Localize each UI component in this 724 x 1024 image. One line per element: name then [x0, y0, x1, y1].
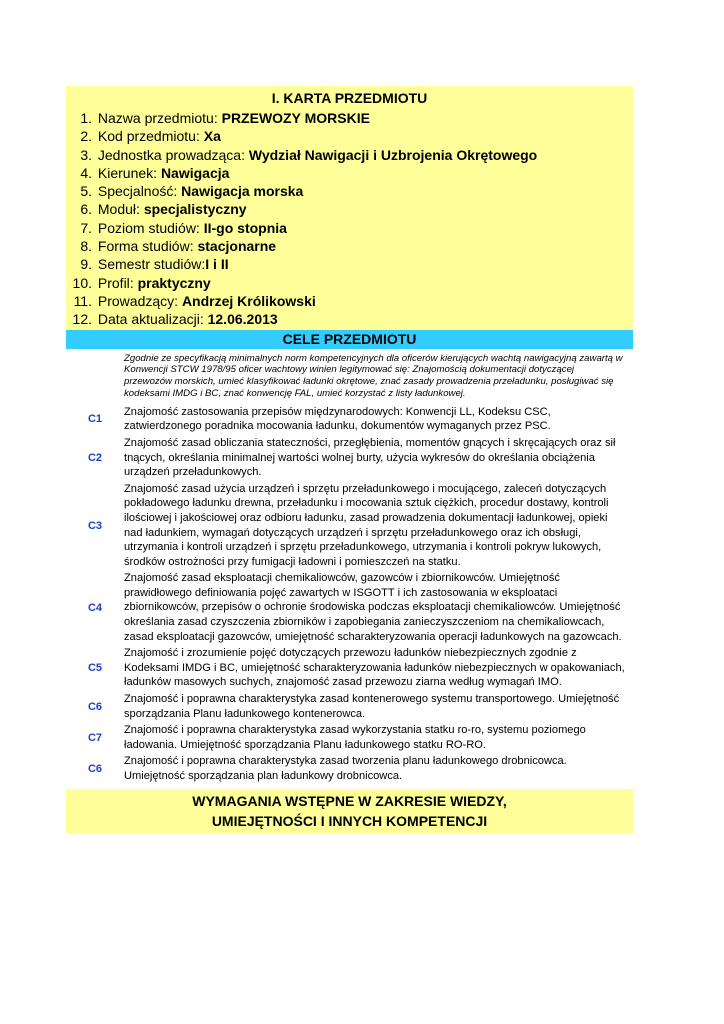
karta-title: I. KARTA PRZEDMIOTU	[271, 90, 428, 106]
karta-item: 5. Specjalność: Nawigacja morska	[80, 183, 304, 200]
goal-text: Znajomość i zrozumienie pojęć dotyczących przewozu ładunków niebezpiecznych zgodnie z Kodeksami IMDG i BC, umiejętność scharakteryzowania ładunków niebezpiecznych w opakowaniach, ładunków masowych suchych, znajomość zasad przewozu ziarna według wymagań IMO.	[124, 647, 625, 689]
karta-item: 6. Moduł: specjalistyczny	[80, 201, 247, 218]
goal-text: Znajomość i poprawna charakterystyka zasad tworzenia planu ładunkowego drobnicowca. Umiejętność sporządzania plan ładunkowy drobnicowca.	[124, 755, 567, 782]
goal-code: C6	[87, 763, 103, 775]
karta-value: I i II	[205, 256, 229, 273]
document-sheet	[66, 86, 633, 834]
karta-value: Andrzej Królikowski	[181, 292, 316, 309]
karta-value: Wydział Nawigacji i Uzbrojenia Okrętowego	[248, 146, 538, 163]
goal-code: C5	[87, 662, 103, 675]
goal-row	[66, 753, 633, 784]
goal-row	[66, 404, 633, 435]
goal-row	[66, 722, 633, 753]
goal-row	[66, 435, 633, 481]
goal-text: Znajomość zastosowania przepisów międzynarodowych: Konwencji LL, Kodeksu CSC, zatwierdzonego poradnika mocowania ładunku, dokumentów wymaganych przez PSC.	[124, 405, 551, 433]
goal-text: Znajomość i poprawna charakterystyka zasad wykorzystania statku ro-ro, systemu poziomego ładowania. Umiejętność sporządzania Planu ładunkowego statku RO-RO.	[124, 724, 586, 751]
karta-value: Nawigacja	[160, 164, 230, 181]
cele-intro: Zgodnie ze specyfikacją minimalnych norm kompetencyjnych dla oficerów kierujących wachtą nawigacyjną zawartą w Konwencji STCW 1978/95 oficer wachtowy winien legitymować się: Znajomością dokumentacji dotyczącej przewozów morskich, umieć klasyfikować ładunki okrętowe, znać zasady prowadzenia przeładunku, posługiwać się kodeksami IMDG i BC, znać konwencję FAL, umieć korzystać z listy ładunkowej.	[124, 352, 623, 399]
karta-item: 3. Jednostka prowadząca: Wydział Nawigacji i Uzbrojenia Okrętowego	[80, 146, 538, 163]
goal-text: Znajomość i poprawna charakterystyka zasad kontenerowego systemu transportowego. Umiejętność sporządzania Planu ładunkowego kontenerowca.	[124, 693, 620, 720]
karta-item: 7. Poziom studiów: II-go stopnia	[80, 219, 287, 236]
karta-item: 2. Kod przedmiotu: Xa	[80, 128, 221, 145]
goal-text: Znajomość zasad eksploatacji chemikaliowców, gazowców i zbiornikowców. Umiejętność prawidłowego definiowania pojęć zawartych w ISGOTT i ich zastosowania w eksploataci zbiornikowców, przepisów o ochronie środowiska podczas eksploatacji chemikaliowców. Umiejętność określania zasad czyszczenia zbiorników i zapobiegania zanieczyszczeniom na chemikaliowcach, zasad eksploatacji gazowców, umiejętność scharakteryzowania operacji ładunkowych na gazowcach.	[124, 572, 622, 643]
wymagania-line-1: WYMAGANIA WSTĘPNE W ZAKRESIE WIEDZY,	[192, 792, 507, 809]
goal-row	[66, 645, 633, 691]
goals-list	[66, 404, 633, 785]
goal-row	[66, 570, 633, 645]
karta-przedmiotu	[66, 86, 633, 330]
goal-code: C4	[87, 601, 103, 614]
karta-value: Nawigacja morska	[181, 183, 304, 200]
goal-text: Znajomość zasad użycia urządzeń i sprzętu przeładunkowego i mocującego, zaleceń dotyczących pokładowego ładunku drewna, przeładunku i mocowania sztuk ciężkich, procedur dostawy, kontroli ilościowej i jakościowej oraz odbioru ładunku, zasad prowadzenia dokumentacji ładunkowej, opieki nad ładunkiem, wymagań dotyczących urządzeń i sprzętu przeładunkowego oraz ich obsługi, utrzymania i kontroli urządzeń i sprzętu przeładunkowego, utrzymania i kontroli pokryw lukowych, środków ostrożności przy fumigacji ładowni i pomieszczeń na statku.	[124, 482, 609, 568]
goal-code: C3	[87, 519, 103, 532]
goal-code: C1	[87, 413, 103, 426]
karta-item: 4. Kierunek: Nawigacja	[80, 164, 230, 181]
karta-item: 11. Prowadzący: Andrzej Królikowski	[73, 292, 316, 309]
goal-text: Znajomość zasad obliczania stateczności, przegłębienia, momentów gnących i skręcających oraz sił tnących, określania minimalnej wartości wolnej burty, użycia wykresów do określania obciążenia urządzeń przeładunkowych.	[124, 436, 616, 479]
karta-value: 12.06.2013	[207, 311, 278, 328]
karta-value: II-go stopnia	[203, 219, 287, 236]
wymagania-line-2: UMIEJĘTNOŚCI I INNYCH KOMPETENCJI	[211, 812, 488, 829]
goal-code: C2	[87, 451, 103, 464]
goal-code: C6	[87, 700, 103, 713]
goal-row	[66, 691, 633, 722]
karta-value: Xa	[203, 128, 221, 145]
karta-item: 8. Forma studiów: stacjonarne	[80, 238, 277, 255]
goal-row	[66, 481, 633, 571]
karta-item: 10. Profil: praktyczny	[72, 274, 211, 291]
karta-item: 1. Nazwa przedmiotu: PRZEWOZY MORSKIE	[80, 110, 370, 126]
karta-item: 12. Data aktualizacji: 12.06.2013	[72, 311, 278, 328]
karta-value: praktyczny	[137, 274, 211, 291]
goal-code: C7	[87, 731, 103, 744]
karta-list	[66, 109, 633, 329]
wymagania-header	[66, 789, 633, 834]
karta-value: PRZEWOZY MORSKIE	[221, 110, 370, 126]
cele-header: CELE PRZEDMIOTU	[66, 330, 633, 349]
karta-value: specjalistyczny	[143, 201, 247, 218]
karta-value: stacjonarne	[197, 238, 277, 255]
karta-item: 9. Semestr studiów:I i II	[80, 256, 229, 273]
